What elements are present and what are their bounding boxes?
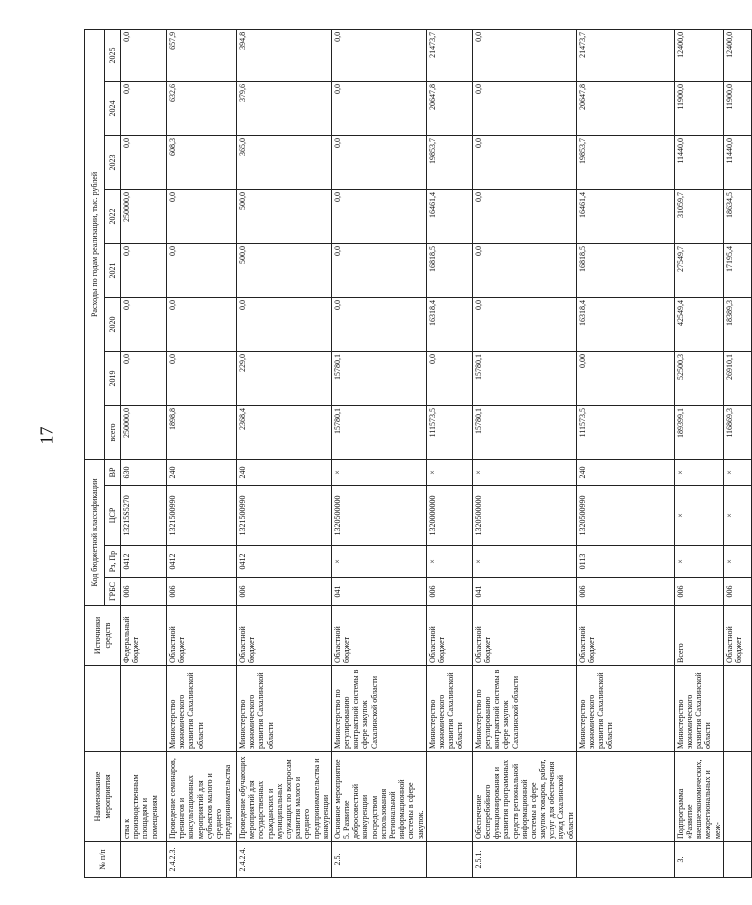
row-2021: 27549,7 bbox=[674, 243, 723, 297]
header-2022: 2022 bbox=[105, 189, 121, 243]
row-executor: Министерство экономического развития Сахалинской области bbox=[674, 666, 723, 752]
row-rzpr: 0412 bbox=[121, 546, 167, 578]
row-source: Областной бюджет bbox=[576, 606, 674, 666]
row-grbs: 006 bbox=[237, 578, 332, 606]
header-rzpr: Рз, Пр bbox=[105, 546, 121, 578]
row-csr: × bbox=[674, 486, 723, 546]
row-2023: 11440,0 bbox=[723, 135, 751, 189]
row-csr: × bbox=[723, 486, 751, 546]
row-2020: 16318,4 bbox=[426, 297, 472, 351]
row-total: 1898,8 bbox=[167, 405, 237, 459]
row-2023: 19853,7 bbox=[426, 135, 472, 189]
row-2020: 42549,4 bbox=[674, 297, 723, 351]
row-number bbox=[576, 842, 674, 878]
row-executor: Министерство экономического развития Сахалинской области bbox=[237, 666, 332, 752]
row-2022: 500,0 bbox=[237, 189, 332, 243]
row-2022: 0,0 bbox=[472, 189, 576, 243]
header-name: Наименование мероприятия bbox=[85, 752, 121, 842]
row-2020: 0,0 bbox=[167, 297, 237, 351]
row-2021: 16818,5 bbox=[576, 243, 674, 297]
header-executor bbox=[85, 666, 121, 752]
row-csr: 1320500000 bbox=[472, 486, 576, 546]
row-2019: 15780,1 bbox=[472, 351, 576, 405]
row-2019: 52500,3 bbox=[674, 351, 723, 405]
row-grbs: 006 bbox=[121, 578, 167, 606]
row-vr: 240 bbox=[237, 459, 332, 485]
row-number: 2.4.2.3. bbox=[167, 842, 237, 878]
page-number: 17 bbox=[36, 426, 57, 445]
row-total: 111573,5 bbox=[426, 405, 472, 459]
row-2020: 18389,3 bbox=[723, 297, 751, 351]
row-2025: 12400,0 bbox=[723, 29, 751, 81]
header-code-group: Код бюджетной классификации bbox=[85, 459, 105, 605]
row-csr: 1320000000 bbox=[426, 486, 472, 546]
row-2019: 15780,1 bbox=[331, 351, 426, 405]
row-name bbox=[723, 752, 751, 842]
row-2022: 16461,4 bbox=[426, 189, 472, 243]
row-source: Областной бюджет bbox=[426, 606, 472, 666]
header-source: Источники средств bbox=[85, 606, 121, 666]
row-rzpr: × bbox=[472, 546, 576, 578]
row-2025: 0,0 bbox=[472, 29, 576, 81]
row-name: ства к производственным площадям и помещениям bbox=[121, 752, 167, 842]
row-2021: 0,0 bbox=[167, 243, 237, 297]
row-number: 2.5. bbox=[331, 842, 426, 878]
row-grbs: 006 bbox=[723, 578, 751, 606]
row-2025: 0,0 bbox=[331, 29, 426, 81]
header-expenses-group: Расходы по годам реализации, тыс. рублей bbox=[85, 29, 105, 459]
row-2022: 16461,4 bbox=[576, 189, 674, 243]
row-number bbox=[121, 842, 167, 878]
row-2025: 657,9 bbox=[167, 29, 237, 81]
row-2019: 229,0 bbox=[237, 351, 332, 405]
row-number: 2.4.2.4. bbox=[237, 842, 332, 878]
row-executor bbox=[723, 666, 751, 752]
row-2022: 250000,0 bbox=[121, 189, 167, 243]
row-number bbox=[723, 842, 751, 878]
header-2019: 2019 bbox=[105, 351, 121, 405]
budget-table bbox=[84, 29, 752, 878]
row-2025: 21473,7 bbox=[576, 29, 674, 81]
row-2022: 31059,7 bbox=[674, 189, 723, 243]
row-total: 111573,5 bbox=[576, 405, 674, 459]
row-executor: Министерство по регулированию контрактной системы в сфере закупок Сахалинской области bbox=[472, 666, 576, 752]
table-row bbox=[576, 29, 674, 877]
row-2020: 16318,4 bbox=[576, 297, 674, 351]
row-source: Областной бюджет bbox=[331, 606, 426, 666]
row-2023: 19853,7 bbox=[576, 135, 674, 189]
row-2022: 0,0 bbox=[331, 189, 426, 243]
row-grbs: 006 bbox=[426, 578, 472, 606]
header-vr: ВР bbox=[105, 459, 121, 485]
row-source: Всего bbox=[674, 606, 723, 666]
table-row bbox=[723, 29, 751, 877]
row-2020: 0,0 bbox=[331, 297, 426, 351]
row-2019: 0,0 bbox=[121, 351, 167, 405]
row-total: 15780,1 bbox=[331, 405, 426, 459]
row-2019: 0,0 bbox=[167, 351, 237, 405]
row-2024: 632,6 bbox=[167, 81, 237, 135]
row-rzpr: × bbox=[331, 546, 426, 578]
row-2025: 0,0 bbox=[121, 29, 167, 81]
row-2023: 0,0 bbox=[121, 135, 167, 189]
row-total: 2368,4 bbox=[237, 405, 332, 459]
row-2021: 0,0 bbox=[331, 243, 426, 297]
row-2022: 0,0 bbox=[167, 189, 237, 243]
row-csr: 1320500000 bbox=[331, 486, 426, 546]
row-2022: 18634,5 bbox=[723, 189, 751, 243]
row-vr: × bbox=[331, 459, 426, 485]
row-source: Областной бюджет bbox=[237, 606, 332, 666]
row-2019: 0,0 bbox=[426, 351, 472, 405]
row-source: Областной бюджет bbox=[167, 606, 237, 666]
table-row bbox=[472, 29, 576, 877]
row-executor bbox=[121, 666, 167, 752]
row-source: Федеральный бюджет bbox=[121, 606, 167, 666]
row-name: Проведение обучающих мероприятий для государственных гражданских и муниципальных служащих по вопросам развития малого и среднего предпринимательства и конкуренции bbox=[237, 752, 332, 842]
row-vr: × bbox=[472, 459, 576, 485]
header-2025: 2025 bbox=[105, 29, 121, 81]
table-row bbox=[674, 29, 723, 877]
row-executor: Министерство экономического развития Сахалинской области bbox=[426, 666, 472, 752]
row-2021: 500,0 bbox=[237, 243, 332, 297]
header-number: № п/п bbox=[85, 842, 121, 878]
row-2024: 379,6 bbox=[237, 81, 332, 135]
row-name: Проведение семинаров, тренингов и консультационных мероприятий для субъектов малого и среднего предпринимательства bbox=[167, 752, 237, 842]
table-row bbox=[426, 29, 472, 877]
header-csr: ЦСР bbox=[105, 486, 121, 546]
row-total: 116869,3 bbox=[723, 405, 751, 459]
row-rzpr: 0412 bbox=[167, 546, 237, 578]
row-vr: × bbox=[674, 459, 723, 485]
row-2025: 12400,0 bbox=[674, 29, 723, 81]
row-grbs: 006 bbox=[167, 578, 237, 606]
row-vr: × bbox=[426, 459, 472, 485]
row-total: 15780,1 bbox=[472, 405, 576, 459]
row-2020: 0,0 bbox=[121, 297, 167, 351]
row-rzpr: × bbox=[674, 546, 723, 578]
row-2021: 17195,4 bbox=[723, 243, 751, 297]
row-2023: 11440,0 bbox=[674, 135, 723, 189]
header-grbs: ГРБС bbox=[105, 578, 121, 606]
row-name bbox=[576, 752, 674, 842]
row-grbs: 041 bbox=[331, 578, 426, 606]
row-2021: 0,0 bbox=[472, 243, 576, 297]
row-2019: 26910,1 bbox=[723, 351, 751, 405]
header-2020: 2020 bbox=[105, 297, 121, 351]
row-number: 2.5.1. bbox=[472, 842, 576, 878]
row-2021: 0,0 bbox=[121, 243, 167, 297]
row-vr: 240 bbox=[576, 459, 674, 485]
row-2023: 608,3 bbox=[167, 135, 237, 189]
row-2019: 0,00 bbox=[576, 351, 674, 405]
row-2024: 0,0 bbox=[472, 81, 576, 135]
row-2025: 394,8 bbox=[237, 29, 332, 81]
row-vr: 630 bbox=[121, 459, 167, 485]
header-total: всего bbox=[105, 405, 121, 459]
header-2023: 2023 bbox=[105, 135, 121, 189]
row-name: Основное мероприятие 5. Развитие добросовестной конкуренции посредством использования Региональной информационной системы в сфере закупок. bbox=[331, 752, 426, 842]
row-2020: 0,0 bbox=[237, 297, 332, 351]
row-total: 189399,1 bbox=[674, 405, 723, 459]
row-csr: 1321500990 bbox=[167, 486, 237, 546]
row-csr: 1320500990 bbox=[576, 486, 674, 546]
row-source: Областной бюджет bbox=[472, 606, 576, 666]
row-2024: 0,0 bbox=[331, 81, 426, 135]
row-2025: 21473,7 bbox=[426, 29, 472, 81]
budget-table-container bbox=[84, 31, 743, 878]
row-number: 3. bbox=[674, 842, 723, 878]
row-name: Обеспечение бесперебойного функционирования и развития программных средств региональной информационной системы в сфере закупок товаров, работ, услуг для обеспечения нужд Сахалинской области bbox=[472, 752, 576, 842]
row-2020: 0,0 bbox=[472, 297, 576, 351]
row-2023: 365,0 bbox=[237, 135, 332, 189]
row-name bbox=[426, 752, 472, 842]
row-executor: Министерство экономического развития Сахалинской области bbox=[167, 666, 237, 752]
row-2024: 11900,0 bbox=[723, 81, 751, 135]
row-executor: Министерство экономического развития Сахалинской области bbox=[576, 666, 674, 752]
row-vr: × bbox=[723, 459, 751, 485]
row-csr: 1321500990 bbox=[237, 486, 332, 546]
row-rzpr: 0113 bbox=[576, 546, 674, 578]
row-rzpr: 0412 bbox=[237, 546, 332, 578]
row-executor: Министерство по регулированию контрактной системы в сфере закупок Сахалинской области bbox=[331, 666, 426, 752]
row-2024: 0,0 bbox=[121, 81, 167, 135]
row-total: 250000,0 bbox=[121, 405, 167, 459]
table-row bbox=[237, 29, 332, 877]
row-source: Областной бюджет bbox=[723, 606, 751, 666]
table-row bbox=[121, 29, 167, 877]
row-vr: 240 bbox=[167, 459, 237, 485]
row-rzpr: × bbox=[426, 546, 472, 578]
header-2024: 2024 bbox=[105, 81, 121, 135]
row-2024: 11900,0 bbox=[674, 81, 723, 135]
row-2021: 16818,5 bbox=[426, 243, 472, 297]
row-csr: 13215S5270 bbox=[121, 486, 167, 546]
table-row bbox=[167, 29, 237, 877]
row-2024: 20647,8 bbox=[426, 81, 472, 135]
row-number bbox=[426, 842, 472, 878]
row-rzpr: × bbox=[723, 546, 751, 578]
header-2021: 2021 bbox=[105, 243, 121, 297]
row-name: Подпрограмма «Развитие внешнеэкономических, межрегиональных и меж- bbox=[674, 752, 723, 842]
table-row bbox=[331, 29, 426, 877]
row-2023: 0,0 bbox=[331, 135, 426, 189]
row-grbs: 006 bbox=[576, 578, 674, 606]
row-2024: 20647,8 bbox=[576, 81, 674, 135]
row-grbs: 006 bbox=[674, 578, 723, 606]
row-grbs: 041 bbox=[472, 578, 576, 606]
row-2023: 0,0 bbox=[472, 135, 576, 189]
